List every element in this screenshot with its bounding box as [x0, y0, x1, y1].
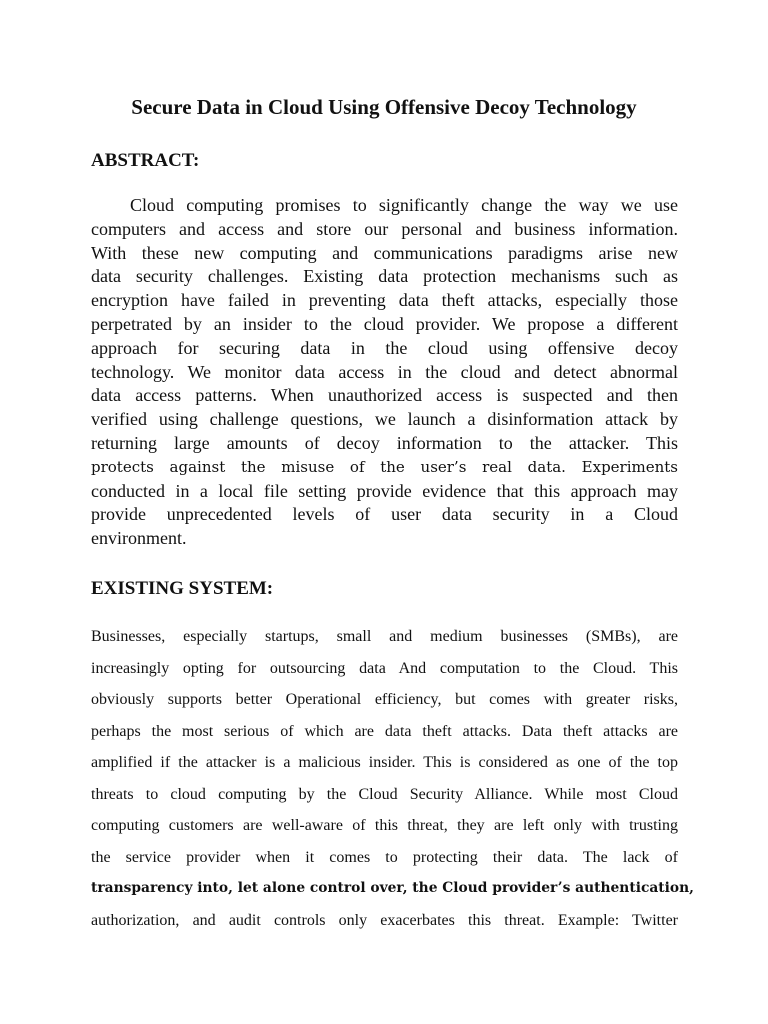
abstract-line: environment.: [91, 528, 187, 549]
abstract-line: computers and access and store our personal and business information.: [91, 218, 678, 239]
abstract-heading: ABSTRACT:: [91, 150, 200, 171]
document-title: Secure Data in Cloud Using Offensive Decoy Technology: [131, 95, 637, 119]
abstract-line: data access patterns. When unauthorized access is suspected and then: [91, 385, 678, 406]
abstract-line: Cloud computing promises to significantly change the way we use: [130, 195, 678, 215]
abstract-line: perpetrated by an insider to the cloud provider. We propose a different: [91, 313, 678, 334]
existing-system-paragraph: [91, 621, 694, 936]
existing-system-line: transparency into, let alone control over, the Cloud provider’s authentication,: [91, 880, 694, 896]
abstract-line: data security challenges. Existing data protection mechanisms such as: [91, 266, 678, 287]
existing-system-line: authorization, and audit controls only exacerbates this threat. Example: Twitter: [91, 911, 678, 929]
existing-system-line: obviously supports better Operational efficiency, but comes with greater risks,: [91, 691, 678, 708]
abstract-line: provide unprecedented levels of user data security in a Cloud: [91, 504, 678, 525]
abstract-paragraph: [91, 194, 678, 551]
existing-system-line: increasingly opting for outsourcing data And computation to the Cloud. This: [91, 659, 678, 677]
abstract-line: With these new computing and communications paradigms arise new: [91, 242, 678, 263]
abstract-line: technology. We monitor data access in the cloud and detect abnormal: [91, 361, 678, 382]
existing-system-line: threats to cloud computing by the Cloud Security Alliance. While most Cloud: [91, 785, 678, 803]
abstract-line: encryption have failed in preventing data theft attacks, especially those: [91, 290, 678, 311]
abstract-line: protects against the misuse of the user’s real data. Experiments: [91, 457, 678, 476]
existing-system-line: Businesses, especially startups, small and medium businesses (SMBs), are: [91, 628, 678, 645]
abstract-line: approach for securing data in the cloud using offensive decoy: [91, 337, 678, 358]
existing-system-line: perhaps the most serious of which are data theft attacks. Data theft attacks are: [91, 722, 678, 740]
abstract-line: returning large amounts of decoy information to the attacker. This: [91, 432, 678, 453]
existing-system-line: amplified if the attacker is a malicious insider. This is considered as one of the top: [91, 754, 678, 771]
existing-system-line: the service provider when it comes to protecting their data. The lack of: [91, 848, 678, 866]
existing-system-heading: EXISTING SYSTEM:: [91, 578, 274, 599]
abstract-line: conducted in a local file setting provide evidence that this approach may: [91, 480, 678, 501]
abstract-line: verified using challenge questions, we launch a disinformation attack by: [91, 409, 678, 430]
existing-system-line: computing customers are well-aware of this threat, they are left only with trusting: [91, 817, 678, 834]
